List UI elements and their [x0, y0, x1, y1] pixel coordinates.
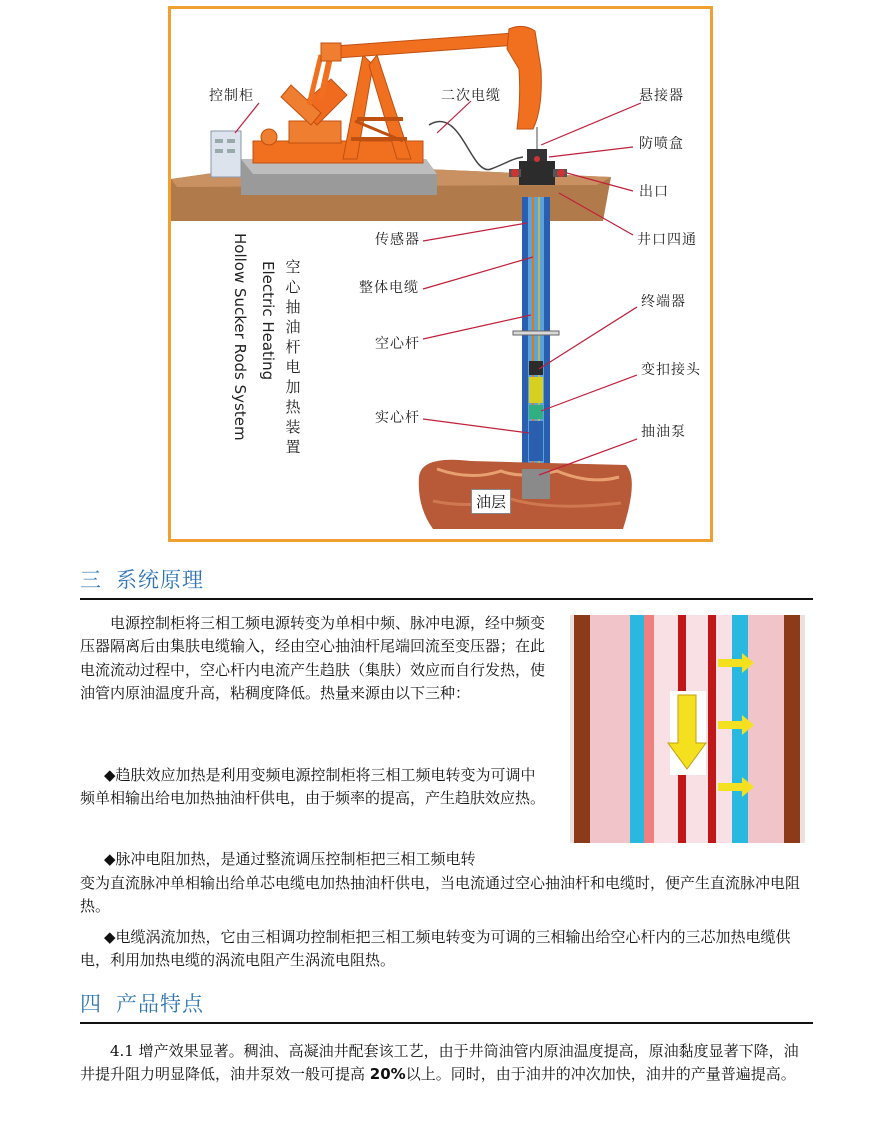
wellhead-diagram: [168, 6, 713, 542]
label-control-cabinet: 控制柜: [209, 88, 254, 104]
label-wellhead-cross: 井口四通: [637, 232, 697, 248]
label-sensor: 传感器: [375, 232, 420, 248]
section-4-number: 四: [80, 992, 102, 1016]
bullet-pulse-resistance-a: ◆脉冲电阻加热，是通过整流调压控制柜把三相工频电转: [104, 850, 476, 868]
label-secondary-cable: 二次电缆: [441, 88, 501, 104]
hollow-rod-right: [708, 615, 716, 843]
feature-text-b: 以上。同时，由于油井的冲次加快，油井的产量普遍提高。: [405, 1065, 796, 1084]
title-en-line1: Electric Heating: [259, 261, 277, 381]
label-crossover: 变扣接头: [641, 362, 701, 378]
outer-wall-left: [574, 615, 590, 843]
label-hanger: 悬接器: [639, 88, 684, 104]
feature-percentage: 20%: [369, 1065, 406, 1084]
feature-text-a: 4.1 增产效果显著。稠油、高凝油井配套该工艺，由于井筒油管内原油温度提高，原油黏度显著下降，油井提升阻力明显降低，油井泵效一般可提高: [80, 1042, 799, 1084]
bullet-skin-effect: ◆趋肤效应加热是利用变频电源控制柜将三相工频电转变为可调中频单相输出给电加热抽油杆供电，由于频率的提高，产生趋肤效应热。: [80, 766, 546, 808]
control-cabinet: [211, 131, 241, 177]
section-3-heading: [80, 564, 813, 600]
outer-wall-right: [784, 615, 800, 843]
label-hollow-rod: 空心杆: [375, 336, 420, 352]
heat-flow-figure: [570, 615, 805, 843]
title-cn-vertical: 空心抽油杆电加热装置: [285, 258, 301, 456]
label-blowout-box: 防喷盒: [639, 136, 684, 152]
section-3-paragraph: 电源控制柜将三相工频电源转变为单相中频、脉冲电源，经中频变压器隔离后由集肤电缆输入，经由空心抽油杆尾端回流至变压器；在此电流流动过程中，空心杆内电流产生趋肤（集肤）效应而自行发热，使油管内原油温度升高，粘稠度降低。热量来源由以下三种：: [80, 614, 546, 702]
tube-wall-left: [630, 615, 644, 843]
title-en-line2: Hollow Sucker Rods System: [231, 233, 249, 441]
walking-beam: [321, 33, 517, 59]
label-oil-layer: 油层: [471, 489, 511, 514]
label-outlet: 出口: [639, 184, 669, 200]
label-terminator: 终端器: [641, 294, 686, 310]
section-4-heading: [80, 988, 813, 1024]
label-solid-rod: 实心杆: [375, 410, 420, 426]
bullet-eddy-current: ◆电缆涡流加热，它由三相调功控制柜把三相工频电转变为可调的三相输出给空心杆内的三芯加热电缆供电，利用加热电缆的涡流电阻产生涡流电阻热。: [80, 928, 791, 970]
label-pump: 抽油泵: [641, 424, 686, 440]
horsehead: [507, 26, 541, 129]
secondary-cable: [429, 121, 523, 169]
section-3-title: 系统原理: [116, 568, 204, 592]
bullet-pulse-resistance-b: 变为直流脉冲单相输出给单芯电缆电加热抽油杆供电，当电流通过空心抽油杆和电缆时，便产生直流脉冲电阻热。: [80, 874, 801, 916]
section-4-paragraph: [80, 1040, 813, 1087]
label-integral-cable: 整体电缆: [359, 280, 419, 296]
section-4-title: 产品特点: [116, 992, 204, 1016]
section-3-number: 三: [80, 568, 102, 592]
